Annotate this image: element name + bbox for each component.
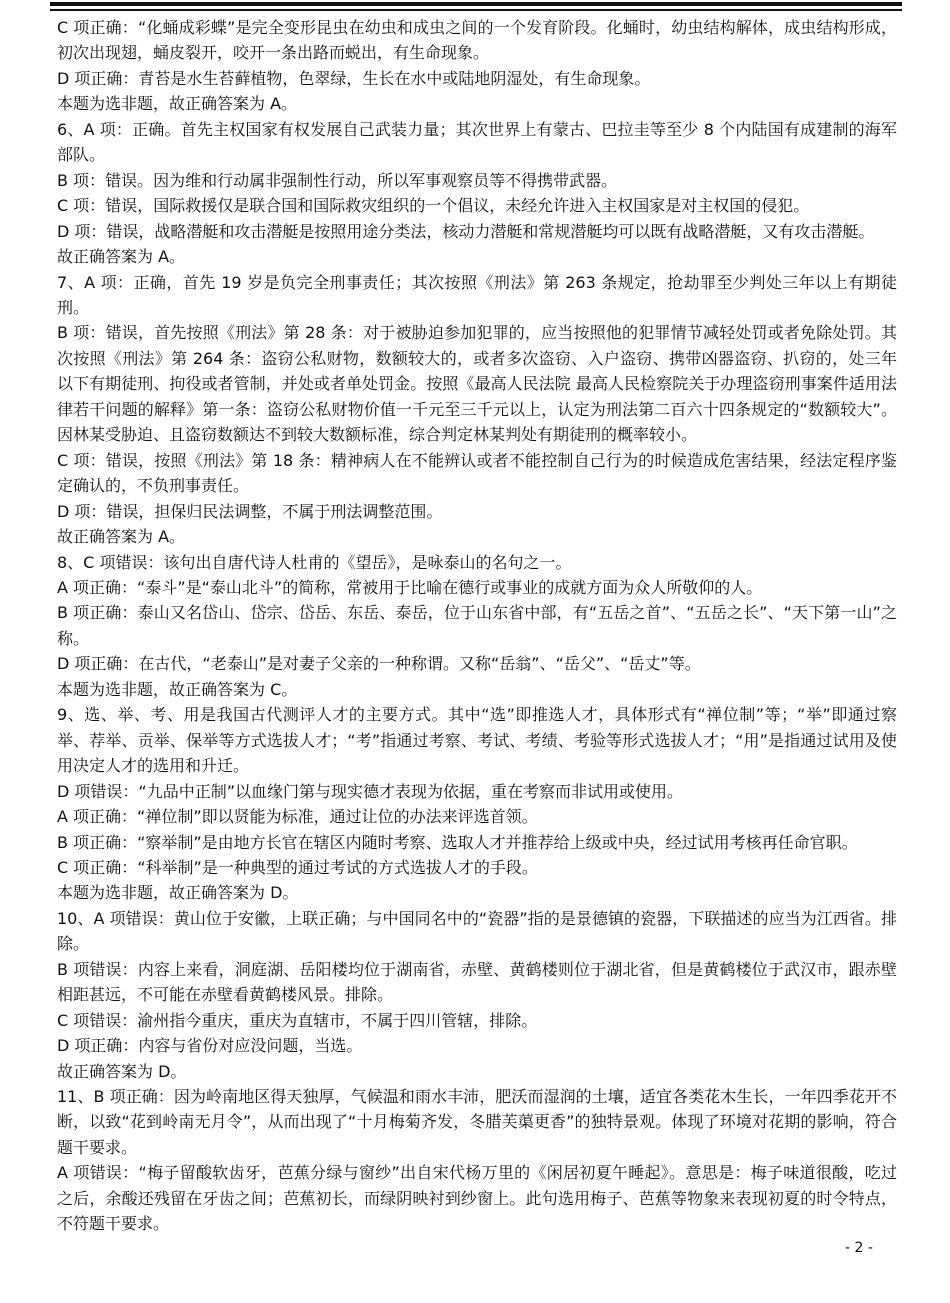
paragraph: 11、B 项正确：因为岭南地区得天独厚，气候温和雨水丰沛，肥沃而湿润的土壤，适宜各类花木生长，一年四季花开不断，以致“花到岭南无月令”，从而出现了“十月梅菊齐发，冬腊芙蕖更香”的独特景观。体现了环境对花期的影响，符合题干要求。	[57, 1087, 897, 1157]
paragraph: 9、选、举、考、用是我国古代测评人才的主要方式。其中“选”即推选人才，具体形式有“禅位制”等；“举”即通过察举、荐举、贡举、保举等方式选拔人才；“考”指通过考察、考试、考绩、考验等形式选拔人才；“用”是指通过试用及使用决定人才的选用和升迁。	[57, 705, 897, 776]
paragraph: C 项正确：“科举制”是一种典型的通过考试的方式选拔人才的手段。	[57, 857, 538, 877]
paragraph: 本题为选非题，故正确答案为 A。	[57, 94, 298, 114]
page-number: - 2 -	[845, 1240, 873, 1256]
paragraph: 6、A 项：正确。首先主权国家有权发展自己武装力量；其次世界上有蒙古、巴拉圭等至少 8 个内陆国有成建制的海军部队。	[57, 119, 897, 165]
paragraph: C 项错误：渝州指今重庆，重庆为直辖市，不属于四川管辖，排除。	[57, 1010, 538, 1030]
header-rule-thin	[50, 9, 902, 11]
paragraph: D 项：错误，担保归民法调整，不属于刑法调整范围。	[57, 501, 443, 521]
paragraph: C 项正确：“化蛹成彩蝶”是完全变形昆虫在幼虫和成虫之间的一个发育阶段。化蛹时，幼虫结构解体，成虫结构形成，初次出现翅，蛹皮裂开，咬开一条出路而蜕出，有生命现象。	[57, 18, 897, 63]
header-rule-thick	[50, 2, 902, 6]
paragraph: D 项正确：内容与省份对应没问题，当选。	[57, 1036, 363, 1056]
document-body	[57, 15, 897, 1237]
paragraph: C 项：错误，按照《刑法》第 18 条：精神病人在不能辨认或者不能控制自己行为的时候造成危害结果，经法定程序鉴定确认的，不负刑事责任。	[57, 450, 897, 496]
paragraph: D 项：错误，战略潜艇和攻击潜艇是按照用途分类法，核动力潜艇和常规潜艇均可以既有战略潜艇，又有攻击潜艇。	[57, 221, 875, 241]
paragraph: 7、A 项：正确，首先 19 岁是负完全刑事责任；其次按照《刑法》第 263 条规定，抢劫罪至少判处三年以上有期徒刑。	[57, 272, 897, 317]
paragraph: 8、C 项错误：该句出自唐代诗人杜甫的《望岳》，是咏泰山的名句之一。	[57, 552, 572, 572]
paragraph: 本题为选非题，故正确答案为 C。	[57, 679, 298, 699]
paragraph: C 项：错误，国际救援仅是联合国和国际救灾组织的一个倡议，未经允许进入主权国家是对主权国的侵犯。	[57, 196, 810, 216]
paragraph: B 项：错误。因为维和行动属非强制性行动，所以军事观察员等不得携带武器。	[57, 170, 618, 190]
paragraph: 故正确答案为 A。	[57, 527, 186, 547]
paragraph: 故正确答案为 D。	[57, 1061, 187, 1081]
paragraph: D 项错误：“九品中正制”以血缘门第与现实德才表现为依据，重在考察而非试用或使用。	[57, 781, 683, 801]
paragraph: A 项错误：“梅子留酸软齿牙，芭蕉分绿与窗纱”出自宋代杨万里的《闲居初夏午睡起》。意思是：梅子味道很酸，吃过之后，余酸还残留在牙齿之间；芭蕉初长，而绿阴映衬到纱窗上。此句选用梅子、芭蕉等物象来表现初夏的时令特点，不符题干要求。	[57, 1163, 897, 1234]
paragraph: D 项正确：青苔是水生苔藓植物，色翠绿，生长在水中或陆地阴湿处，有生命现象。	[57, 68, 651, 88]
paragraph: B 项：错误，首先按照《刑法》第 28 条：对于被胁迫参加犯罪的，应当按照他的犯罪情节减轻处罚或者免除处罚。其次按照《刑法》第 264 条：盗窃公私财物，数额较大的，或者多次盗窃、入户盗窃、携带凶器盗窃、扒窃的，处三年以下有期徒刑、拘役或者管制，并处或者单处罚金。按照《最高人民法院 最高人民检察院关于办理盗窃刑事案件适用法律若干问题的解释》第一条：盗窃公私财物价值一千元至三千元以上，认定为刑法第二百六十四条规定的“数额较大”。因林某受胁迫、且盗窃数额达不到较大数额标准，综合判定林某判处有期徒刑的概率较小。	[57, 323, 897, 445]
header-rule	[50, 2, 902, 12]
paragraph: B 项正确：泰山又名岱山、岱宗、岱岳、东岳、泰岳，位于山东省中部，有“五岳之首”、“五岳之长”、“天下第一山”之称。	[57, 603, 897, 648]
paragraph: 10、A 项错误：黄山位于安徽，上联正确；与中国同名中的“瓷器”指的是景德镇的瓷器，下联描述的应当为江西省。排除。	[57, 908, 897, 954]
paragraph: 故正确答案为 A。	[57, 247, 186, 267]
paragraph: A 项正确：“泰斗”是“泰山北斗”的简称，常被用于比喻在德行或事业的成就方面为众人所敬仰的人。	[57, 577, 763, 597]
paragraph: A 项正确：“禅位制”即以贤能为标准，通过让位的办法来评选首领。	[57, 807, 538, 827]
paragraph: B 项错误：内容上来看，洞庭湖、岳阳楼均位于湖南省，赤壁、黄鹤楼则位于湖北省，但是黄鹤楼位于武汉市，跟赤壁相距甚远，不可能在赤壁看黄鹤楼风景。排除。	[57, 959, 897, 1005]
paragraph: 本题为选非题，故正确答案为 D。	[57, 883, 299, 903]
paragraph: B 项正确：“察举制”是由地方长官在辖区内随时考察、选取人才并推荐给上级或中央，经过试用考核再任命官职。	[57, 832, 858, 852]
paragraph: D 项正确：在古代，“老泰山”是对妻子父亲的一种称谓。又称“岳翁”、“岳父”、“岳丈”等。	[57, 654, 701, 674]
